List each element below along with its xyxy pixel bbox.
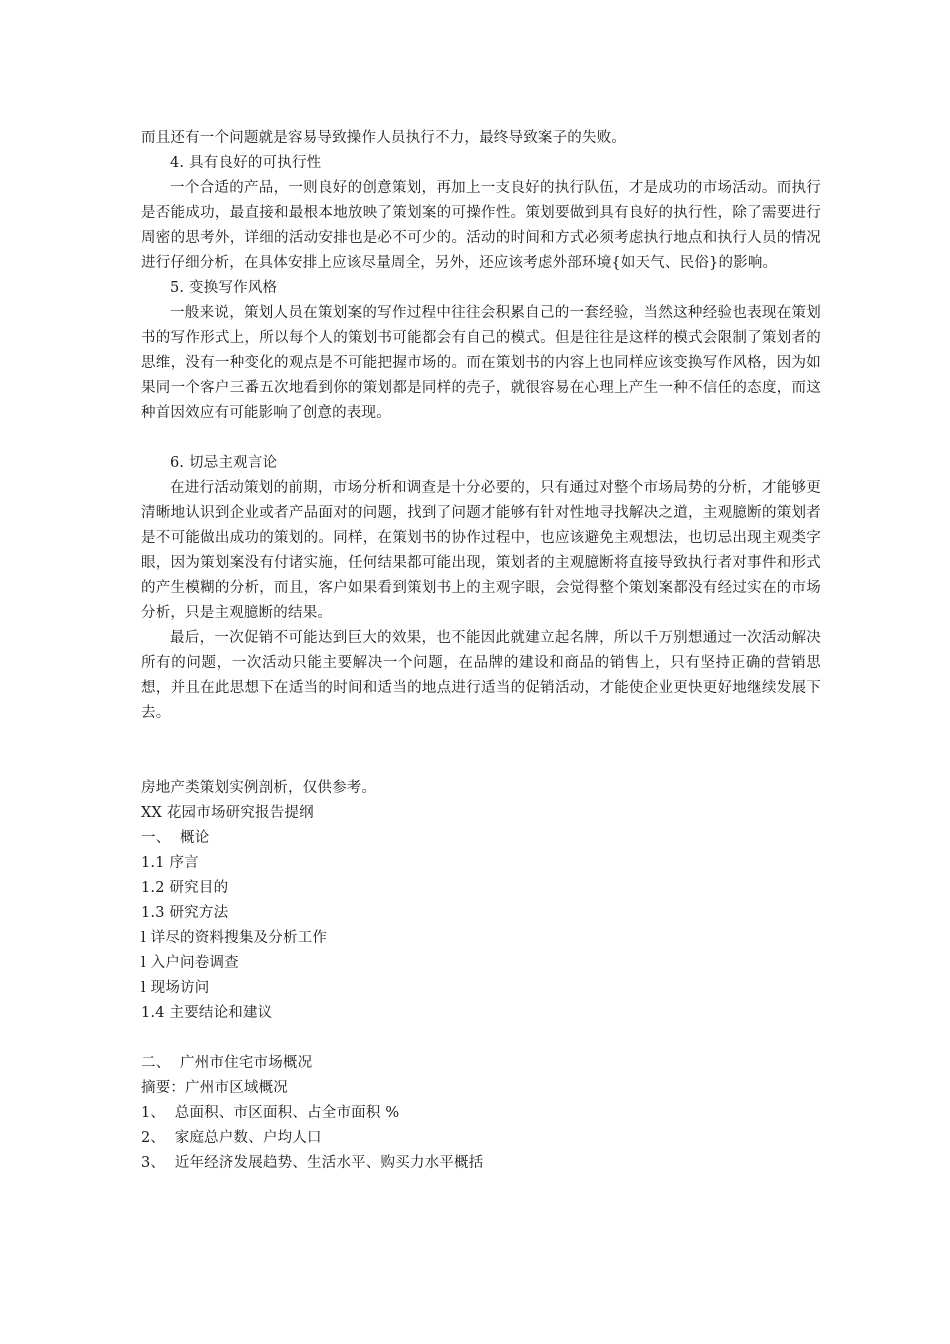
outline-line: 1.2 研究目的 (141, 880, 229, 896)
document-body (141, 126, 821, 1176)
outline-line: 房地产类策划实例剖析，仅供参考。 (141, 780, 377, 796)
paragraph: 最后，一次促销不可能达到巨大的效果，也不能因此就建立起名牌，所以千万别想通过一次活动解决所有的问题，一次活动只能主要解决一个问题，在品牌的建设和商品的销售上，只有坚持正确的营销思想，并且在此思想下在适当的时间和适当的地点进行适当的促销活动，才能使企业更快更好地继续发展下去。 (141, 630, 821, 721)
outline-title: XX 花园市场研究报告提纲 (141, 805, 314, 821)
paragraph: 在进行活动策划的前期，市场分析和调查是十分必要的，只有通过对整个市场局势的分析，才能够更清晰地认识到企业或者产品面对的问题，找到了问题才能够有针对性地寻找解决之道，主观臆断的策划者是不可能做出成功的策划的。同样，在策划书的协作过程中，也应该避免主观想法，也切忌出现主观类字眼，因为策划案没有付诸实施，任何结果都可能出现，策划者的主观臆断将直接导致执行者对事件和形式的产生模糊的分析，而且，客户如果看到策划书上的主观字眼，会觉得整个策划案都没有经过实在的市场分析，只是主观臆断的结果。 (141, 480, 821, 621)
paragraph: 一个合适的产品，一则良好的创意策划，再加上一支良好的执行队伍，才是成功的市场活动。而执行是否能成功，最直接和最根本地放映了策划案的可操作性。策划要做到具有良好的执行性，除了需要进行周密的思考外，详细的活动安排也是必不可少的。活动的时间和方式必须考虑执行地点和执行人员的情况进行仔细分析，在具体安排上应该尽量周全，另外，还应该考虑外部环境{如天气、民俗}的影响。 (141, 180, 821, 271)
section-heading: 5. 变换写作风格 (170, 280, 278, 296)
outline-line: 3、 近年经济发展趋势、生活水平、购买力水平概括 (141, 1155, 484, 1171)
outline-line: 摘要：广州市区域概况 (141, 1080, 288, 1096)
outline-line: l 现场访问 (141, 980, 210, 996)
paragraph: 一般来说，策划人员在策划案的写作过程中往往会积累自己的一套经验，当然这种经验也表现在策划书的写作形式上，所以每个人的策划书可能都会有自己的模式。但是往往是这样的模式会限制了策划者的思维，没有一种变化的观点是不可能把握市场的。而在策划书的内容上也同样应该变换写作风格，因为如果同一个客户三番五次地看到你的策划都是同样的壳子，就很容易在心理上产生一种不信任的态度，而这种首因效应有可能影响了创意的表现。 (141, 305, 821, 421)
outline-line: 二、 广州市住宅市场概况 (141, 1055, 313, 1071)
outline-line: 1.3 研究方法 (141, 905, 229, 921)
outline-line: 一、 概论 (141, 830, 210, 846)
outline-line: 1、 总面积、市区面积、占全市面积 % (141, 1105, 400, 1121)
outline-line: 1.4 主要结论和建议 (141, 1005, 273, 1021)
outline-line: l 详尽的资料搜集及分析工作 (141, 930, 328, 946)
section-heading: 6. 切忌主观言论 (170, 455, 278, 471)
spacer (141, 1026, 821, 1051)
outline-line: 2、 家庭总户数、户均人口 (141, 1130, 322, 1146)
outline-line: l 入户问卷调查 (141, 955, 239, 971)
section-heading: 4. 具有良好的可执行性 (170, 155, 322, 171)
spacer (141, 426, 821, 451)
outline-line: 1.1 序言 (141, 855, 199, 871)
spacer (141, 726, 821, 776)
paragraph: 而且还有一个问题就是容易导致操作人员执行不力，最终导致案子的失败。 (141, 130, 627, 146)
